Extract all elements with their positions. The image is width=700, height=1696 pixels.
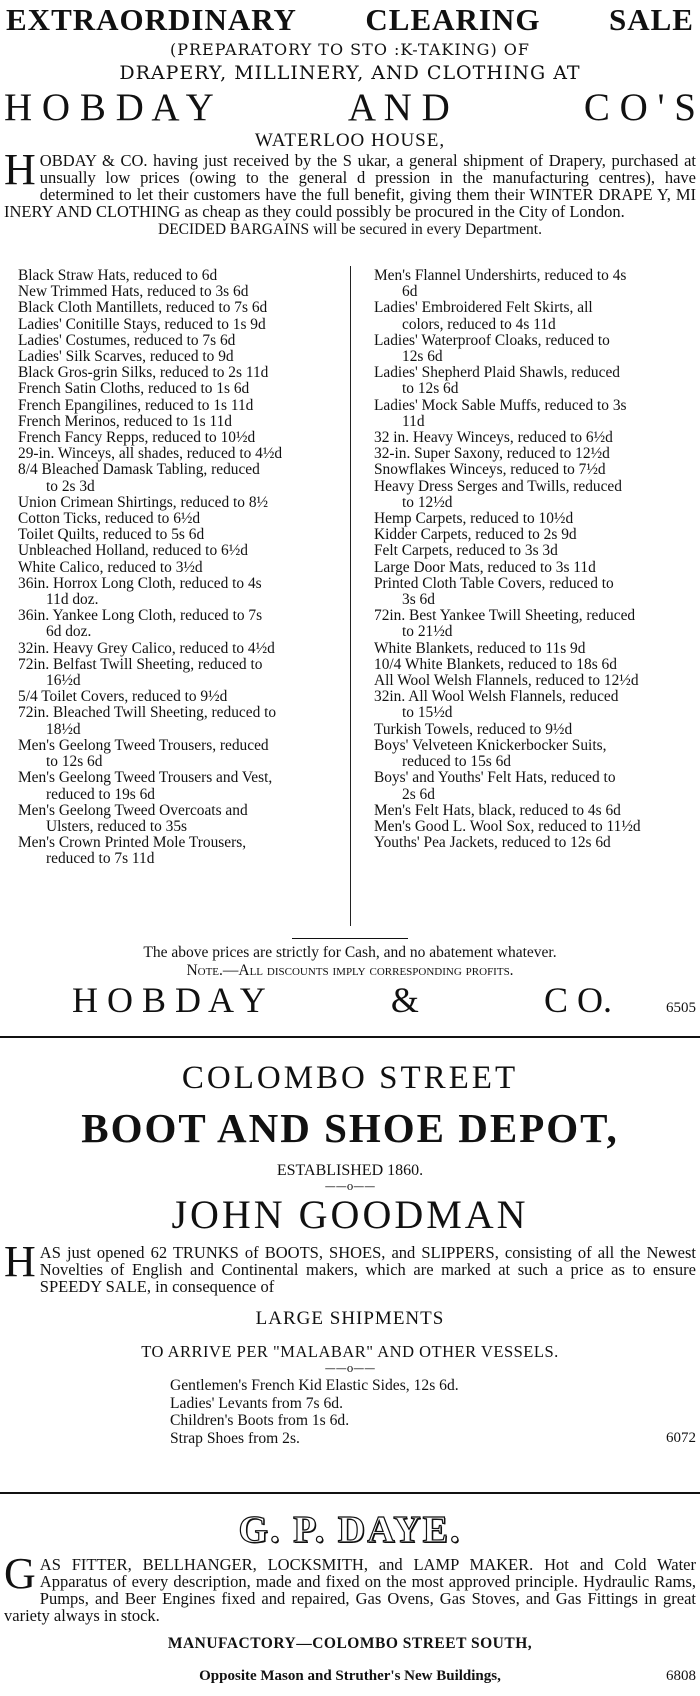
right-price-column — [348, 268, 700, 868]
drop-cap: H — [4, 1237, 36, 1286]
price-item — [374, 430, 700, 446]
price-item — [18, 803, 348, 835]
price-item-text: French Satin Cloths, reduced to 1s 6d — [18, 380, 250, 398]
firm-word: C O ' S — [583, 86, 696, 129]
price-item-text: 72in. Bleached Twill Sheeting, reduced to — [18, 704, 277, 722]
firm-name — [0, 86, 700, 130]
price-line: Children's Boots from 1s 6d. — [170, 1412, 350, 1429]
price-item — [374, 462, 700, 478]
intro-text: OBDAY & CO. having just received by the S ukar, a general shipment of Drapery, purchased at unsually low prices (owing to the general d pression in the manufacturing centres), have determined to let their customers have the full benefit, giving them their WINTER DRAPE Y, MI INERY AND CLOTHING as cheap as they could possibly be procured in the City of London. — [4, 151, 696, 221]
price-item-text: Ladies' Waterproof Cloaks, reduced to — [374, 331, 610, 349]
price-item-text: French Fancy Repps, reduced to 10½d — [18, 429, 256, 447]
price-item-text: Men's Good L. Wool Sox, reduced to 11½d — [374, 817, 641, 835]
depot-headline: BOOT AND SHOE DEPOT, — [81, 1105, 619, 1151]
headline-word: SALE — [609, 2, 694, 37]
large-shipments: LARGE SHIPMENTS — [255, 1308, 445, 1329]
price-item-text: Kidder Carpets, reduced to 2s 9d — [374, 526, 577, 544]
house-name: WATERLOO HOUSE, — [254, 130, 446, 151]
price-item-text: White Calico, reduced to 3½d — [18, 558, 203, 576]
price-line: Ladies' Levants from 7s 6d. — [170, 1394, 344, 1412]
price-item — [374, 770, 700, 802]
footer-word: H O B D A Y — [72, 980, 266, 1020]
opposite-line: Opposite Mason and Struther's New Buildings, — [199, 1668, 501, 1684]
price-item-continuation: 16½d — [46, 672, 81, 690]
price-item-continuation: to 2s 3d — [46, 477, 95, 495]
price-item — [18, 738, 348, 770]
price-item-text: 29-in. Winceys, all shades, reduced to 4½d — [18, 445, 283, 463]
short-rule — [292, 938, 408, 939]
price-item-text: Hemp Carpets, reduced to 10½d — [374, 510, 574, 528]
price-item-text: Black Cloth Mantillets, reduced to 7s 6d — [18, 299, 268, 317]
price-item-text: 8/4 Bleached Damask Tabling, reduced — [18, 461, 260, 479]
goodman-advertisement — [0, 1058, 700, 1447]
price-item — [18, 333, 348, 349]
price-item-text: Youths' Pea Jackets, reduced to 12s 6d — [374, 834, 611, 852]
price-item-text: Union Crimean Shirtings, reduced to 8½ — [18, 493, 269, 511]
price-item — [374, 657, 700, 673]
footer-word: C O. — [543, 980, 612, 1020]
sale-headline — [0, 0, 700, 40]
price-item-continuation: 18½d — [46, 720, 81, 738]
price-item — [18, 430, 348, 446]
price-item-text: 72in. Best Yankee Twill Sheeting, reduced — [374, 607, 636, 625]
price-item-continuation: to 12s 6d — [46, 753, 103, 771]
address-row — [0, 1666, 700, 1688]
price-item-text: Snowflakes Winceys, reduced to 7½d — [374, 461, 606, 479]
price-item-text: 32 in. Heavy Winceys, reduced to 6½d — [374, 429, 613, 447]
daye-advertisement — [0, 1508, 700, 1688]
sale-subtitle: (PREPARATORY TO STO :K-TAKING) OF — [170, 40, 530, 59]
price-item-text: Ladies' Silk Scarves, reduced to 9d — [18, 348, 234, 366]
price-item — [18, 268, 348, 284]
price-item-text: Men's Geelong Tweed Overcoats and — [18, 801, 248, 819]
price-item — [18, 381, 348, 397]
ad-number: 6072 — [666, 1429, 696, 1446]
headline-word: CLEARING — [365, 2, 541, 37]
price-item — [18, 576, 348, 608]
proprietor-name: JOHN GOODMAN — [171, 1192, 529, 1237]
price-item-text: Men's Geelong Tweed Trousers, reduced — [18, 736, 269, 754]
price-item-continuation: to 21½d — [402, 623, 453, 641]
daye-name: G. P. DAYE. — [238, 1509, 462, 1551]
price-item-text: French Epangilines, reduced to 1s 11d — [18, 396, 254, 414]
separator: ——o—— — [324, 1180, 376, 1193]
price-item-continuation: 11d doz. — [46, 591, 99, 609]
price-item — [18, 511, 348, 527]
price-item-continuation: 2s 6d — [402, 785, 435, 803]
price-item-text: Ladies' Conitille Stays, reduced to 1s 9d — [18, 315, 266, 333]
price-item-text: French Merinos, reduced to 1s 11d — [18, 412, 232, 430]
price-item — [18, 835, 348, 867]
discount-note: Note.—All discounts imply corresponding profits. — [186, 962, 514, 979]
price-item — [18, 300, 348, 316]
price-item — [18, 608, 348, 640]
price-item-text: Ladies' Mock Sable Muffs, reduced to 3s — [374, 396, 627, 414]
price-item — [374, 365, 700, 397]
price-item-continuation: 12s 6d — [402, 348, 443, 366]
price-item-text: Ladies' Embroidered Felt Skirts, all — [374, 299, 593, 317]
price-item-continuation: reduced to 15s 6d — [402, 753, 511, 771]
price-item-text: 10/4 White Blankets, reduced to 18s 6d — [374, 655, 617, 673]
price-item-text: 36in. Yankee Long Cloth, reduced to 7s — [18, 607, 263, 625]
price-item — [374, 738, 700, 770]
ad-number: 6505 — [666, 1000, 696, 1016]
price-item — [18, 398, 348, 414]
price-item-text: 36in. Horrox Long Cloth, reduced to 4s — [18, 574, 262, 592]
price-item-text: Men's Crown Printed Mole Trousers, — [18, 834, 247, 852]
price-item-continuation: 6d doz. — [46, 623, 92, 641]
price-item — [18, 462, 348, 494]
hobday-advertisement — [0, 0, 700, 238]
price-item-text: Printed Cloth Table Covers, reduced to — [374, 574, 614, 592]
price-item-text: Men's Felt Hats, black, reduced to 4s 6d — [374, 801, 621, 819]
daye-intro — [0, 1549, 700, 1625]
price-item-text: Ladies' Shepherd Plaid Shawls, reduced — [374, 364, 620, 382]
price-item — [374, 803, 700, 819]
price-item — [374, 835, 700, 851]
price-item-text: Men's Geelong Tweed Trousers and Vest, — [18, 769, 273, 787]
price-item — [374, 608, 700, 640]
price-item — [374, 560, 700, 576]
price-item-text: Turkish Towels, reduced to 9½d — [374, 720, 573, 738]
price-item — [374, 689, 700, 721]
price-item-text: Cotton Ticks, reduced to 6½d — [18, 510, 201, 528]
price-item-text: All Wool Welsh Flannels, reduced to 12½d — [374, 672, 639, 690]
price-item-continuation: colors, reduced to 4s 11d — [402, 315, 556, 333]
price-item-text: Unbleached Holland, reduced to 6½d — [18, 542, 248, 560]
price-item — [374, 511, 700, 527]
price-item-continuation: Ulsters, reduced to 35s — [46, 817, 188, 835]
price-item — [374, 576, 700, 608]
ad-number: 6808 — [666, 1668, 696, 1684]
price-item-text: Black Gros-grin Silks, reduced to 2s 11d — [18, 364, 269, 382]
price-item — [18, 641, 348, 657]
price-item — [18, 560, 348, 576]
price-line: Strap Shoes from 2s. — [170, 1429, 300, 1447]
price-item-text: Toilet Quilts, reduced to 5s 6d — [18, 526, 205, 544]
left-price-column — [0, 268, 348, 868]
goodman-intro — [0, 1237, 700, 1296]
drop-cap: G — [4, 1549, 36, 1598]
price-item-text: 32-in. Super Saxony, reduced to 12½d — [374, 445, 610, 463]
section-rule — [0, 1036, 700, 1038]
price-item — [374, 543, 700, 559]
price-item — [374, 673, 700, 689]
price-item — [18, 284, 348, 300]
footer-word: & — [390, 980, 419, 1020]
sale-subtitle-2: DRAPERY, MILLINERY, AND CLOTHING AT — [119, 62, 581, 84]
hobday-footer — [0, 944, 700, 1020]
intro-paragraph — [0, 145, 700, 221]
firm-word: A N D — [347, 86, 450, 129]
price-item-text: Black Straw Hats, reduced to 6d — [18, 267, 218, 284]
footer-firm-name — [72, 980, 612, 1020]
shoe-price-list — [0, 1377, 700, 1447]
price-item-text: Boys' and Youths' Felt Hats, reduced to — [374, 769, 616, 787]
price-item-text: Ladies' Costumes, reduced to 7s 6d — [18, 331, 236, 349]
price-item-continuation: reduced to 7s 11d — [46, 850, 155, 868]
price-item — [18, 446, 348, 462]
headline-word: EXTRAORDINARY — [6, 2, 297, 37]
price-item — [18, 365, 348, 381]
price-item — [18, 689, 348, 705]
price-item — [18, 349, 348, 365]
price-item — [374, 333, 700, 365]
price-item-continuation: 6d — [402, 283, 418, 301]
price-item-continuation: to 15½d — [402, 704, 453, 722]
price-item — [18, 770, 348, 802]
arrival-line: TO ARRIVE PER "MALABAR" AND OTHER VESSELS. — [141, 1342, 559, 1361]
price-item-text: 32in. Heavy Grey Calico, reduced to 4½d — [18, 639, 275, 657]
cash-note: The above prices are strictly for Cash, and no abatement whatever. — [143, 944, 557, 961]
price-item — [18, 527, 348, 543]
price-item-text: 32in. All Wool Welsh Flannels, reduced — [374, 688, 619, 706]
price-item-text: Heavy Dress Serges and Twills, reduced — [374, 477, 622, 495]
price-item — [374, 641, 700, 657]
price-item — [374, 446, 700, 462]
firm-word: H O B D A Y — [4, 86, 214, 129]
bargains-line: DECIDED BARGAINS will be secured in every Department. — [158, 221, 542, 238]
price-item — [374, 722, 700, 738]
price-item-text: White Blankets, reduced to 11s 9d — [374, 639, 586, 657]
price-item — [18, 317, 348, 333]
section-rule — [0, 1492, 700, 1494]
price-item-text: Boys' Velveteen Knickerbocker Suits, — [374, 736, 607, 754]
manufactory-line: MANUFACTORY—COLOMBO STREET SOUTH, — [167, 1635, 533, 1652]
established-line: ESTABLISHED 1860. — [276, 1162, 424, 1179]
footer-firm-row — [0, 980, 700, 1020]
price-item — [374, 300, 700, 332]
street-heading: COLOMBO STREET — [181, 1060, 519, 1096]
price-item-text: Felt Carpets, reduced to 3s 3d — [374, 542, 558, 560]
intro-text: AS just opened 62 TRUNKS of BOOTS, SHOES, and SLIPPERS, consisting of all the Newest Novelties of English and Continental makers, which are marked at such a price as to ensure SPEEDY SALE, in consequence of — [39, 1243, 696, 1296]
column-divider — [350, 266, 351, 926]
price-item-continuation: to 12s 6d — [402, 380, 459, 398]
price-item — [18, 495, 348, 511]
price-line: Gentlemen's French Kid Elastic Sides, 12s 6d. — [170, 1377, 459, 1394]
price-item-continuation: 3s 6d — [402, 591, 435, 609]
price-item — [18, 705, 348, 737]
price-item — [374, 819, 700, 835]
price-item — [18, 543, 348, 559]
price-item-text: 5/4 Toilet Covers, reduced to 9½d — [18, 688, 228, 706]
separator: ——o—— — [324, 1362, 376, 1375]
price-item-text: New Trimmed Hats, reduced to 3s 6d — [18, 283, 249, 301]
price-item — [18, 657, 348, 689]
price-item — [374, 527, 700, 543]
price-item-text: 72in. Belfast Twill Sheeting, reduced to — [18, 655, 263, 673]
drop-cap: H — [4, 145, 36, 194]
price-item-text: Men's Flannel Undershirts, reduced to 4s — [374, 267, 627, 284]
price-item — [374, 479, 700, 511]
price-item — [374, 268, 700, 300]
price-item-continuation: 11d — [402, 412, 425, 430]
intro-text: AS FITTER, BELLHANGER, LOCKSMITH, and LAMP MAKER. Hot and Cold Water Apparatus of every description, made and fixed on the most approved principle. Hydraulic Rams, Pumps, and Beer Engines fixed and repaired, Gas Ovens, Gas Stoves, and Gas Fittings in great variety always in stock. — [4, 1555, 696, 1625]
price-item-continuation: reduced to 19s 6d — [46, 785, 155, 803]
price-item — [374, 398, 700, 430]
price-item-continuation: to 12½d — [402, 493, 453, 511]
price-item — [18, 414, 348, 430]
price-item-text: Large Door Mats, reduced to 3s 11d — [374, 558, 596, 576]
